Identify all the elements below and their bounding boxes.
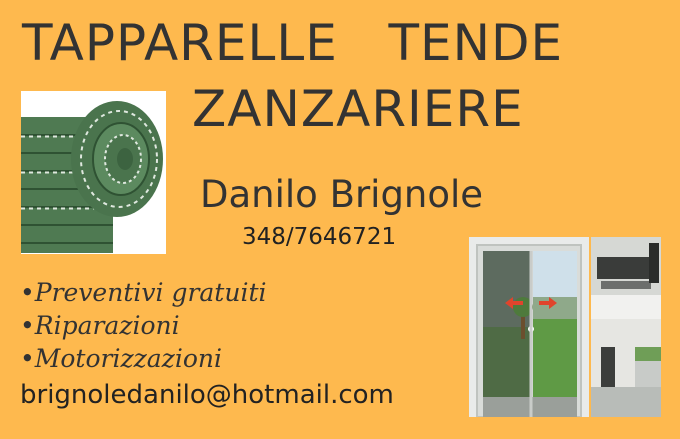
roller-shutter-icon <box>21 91 166 254</box>
service-item: •Preventivi gratuiti <box>20 278 267 307</box>
detail-photos-icon <box>591 237 661 417</box>
contact-email: brignoledanilo@hotmail.com <box>20 380 394 410</box>
service-item: •Motorizzazioni <box>20 344 223 373</box>
contact-phone: 348/7646721 <box>242 224 397 250</box>
screen-door-image <box>469 237 589 417</box>
title-line-2: ZANZARIERE <box>192 80 524 138</box>
services-list <box>20 276 266 375</box>
screen-door-icon <box>469 237 589 417</box>
roller-shutter-image <box>21 91 166 254</box>
contact-name: Danilo Brignole <box>200 173 484 216</box>
detail-images <box>591 237 661 417</box>
title-line-1: TAPPARELLE TENDE <box>22 14 564 72</box>
service-item: •Riparazioni <box>20 311 180 340</box>
shutter-roll <box>71 101 163 217</box>
